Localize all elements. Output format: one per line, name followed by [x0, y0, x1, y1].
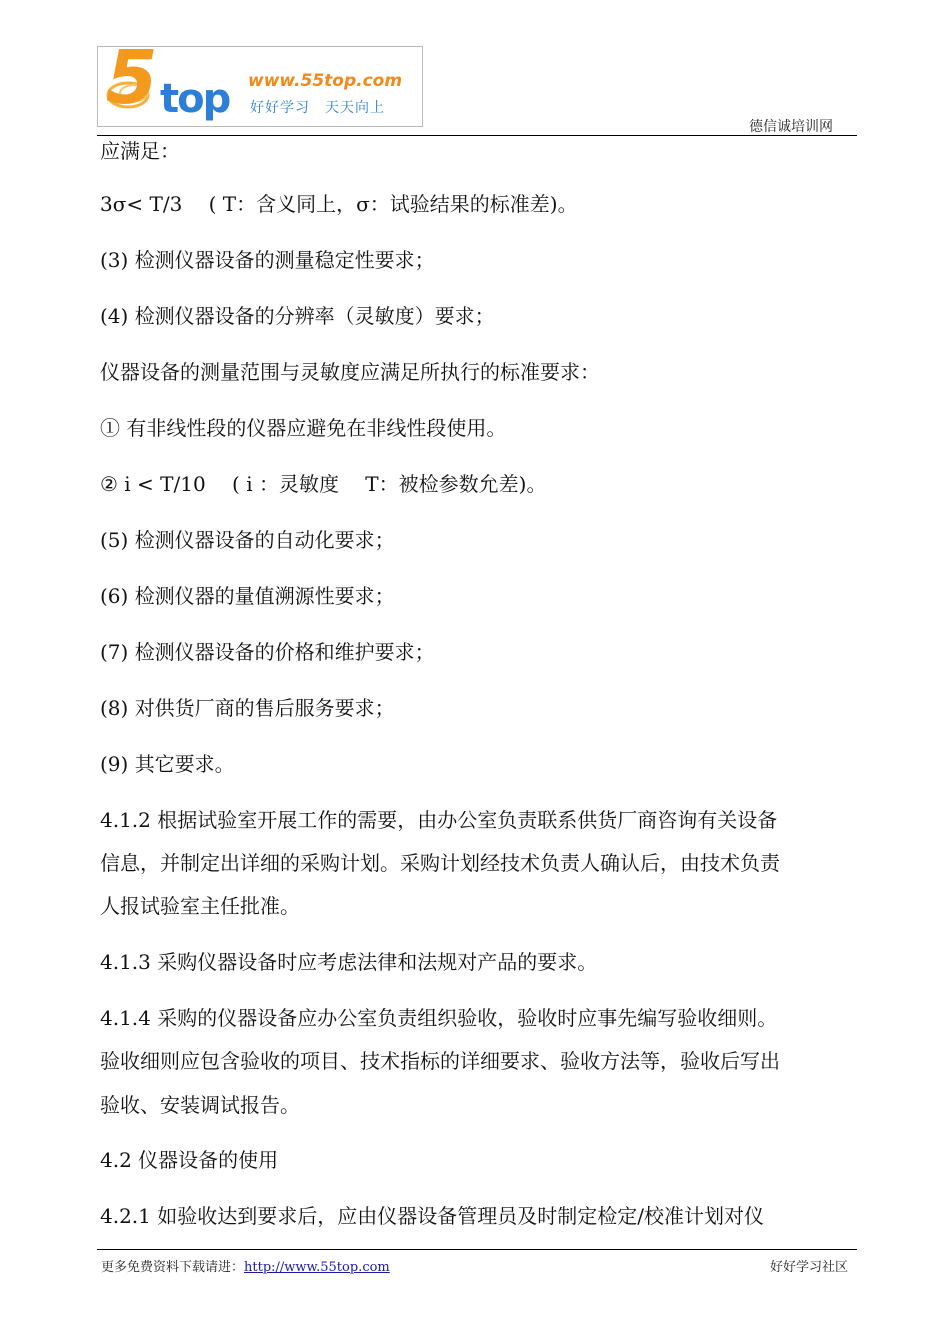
site-name: 德信诚培训网	[749, 119, 833, 135]
text-line: 人报试验室主任批准。	[100, 894, 300, 918]
text-line: 4.2 仪器设备的使用	[100, 1148, 279, 1172]
text-line: (7) 检测仪器设备的价格和维护要求；	[100, 640, 435, 664]
text-line: (4) 检测仪器设备的分辨率（灵敏度）要求；	[100, 304, 495, 328]
text-line: (3) 检测仪器设备的测量稳定性要求；	[100, 248, 435, 272]
text-line: 4.1.2 根据试验室开展工作的需要，由办公室负责联系供货厂商咨询有关设备	[100, 808, 778, 832]
site-logo[interactable]	[97, 46, 423, 127]
text-line: 4.1.4 采购的仪器设备应办公室负责组织验收，验收时应事先编写验收细则。	[100, 1006, 778, 1030]
text-line: 4.1.3 采购仪器设备时应考虑法律和法规对产品的要求。	[100, 950, 598, 974]
text-line: 验收、安装调试报告。	[100, 1093, 300, 1117]
text-line: 4.2.1 如验收达到要求后，应由仪器设备管理员及时制定检定/校准计划对仪	[100, 1204, 764, 1228]
text-line: 应满足：	[100, 139, 180, 163]
text-line: 验收细则应包含验收的项目、技术指标的详细要求、验收方法等，验收后写出	[100, 1049, 780, 1073]
header-divider	[97, 135, 857, 136]
logo-slogan: 好好学习 天天向上	[250, 100, 385, 116]
text-line: (8) 对供货厂商的售后服务要求；	[100, 696, 395, 720]
logo-url: www.55top.com	[248, 71, 403, 91]
text-line: (9) 其它要求。	[100, 752, 235, 776]
text-line: (6) 检测仪器的量值溯源性要求；	[100, 584, 395, 608]
footer-label: 更多免费资料下载请进：	[101, 1260, 245, 1275]
text-line: 3σ< T/3 ( T：含义同上，σ：试验结果的标准差)。	[100, 192, 578, 216]
text-line: 信息，并制定出详细的采购计划。采购计划经技术负责人确认后，由技术负责	[100, 851, 780, 875]
footer-link[interactable]: http://www.55top.com	[244, 1260, 390, 1275]
text-line: ② i < T/10 ( i ：灵敏度 T：被检参数允差)。	[100, 472, 547, 496]
footer-download-text	[101, 1256, 390, 1275]
footer-community: 好好学习社区	[770, 1260, 849, 1275]
logo-five: 5	[106, 46, 158, 121]
footer-divider	[97, 1249, 857, 1250]
text-line: 仪器设备的测量范围与灵敏度应满足所执行的标准要求：	[100, 360, 600, 384]
logo-top: top	[160, 76, 230, 122]
text-line: (5) 检测仪器设备的自动化要求；	[100, 528, 395, 552]
text-line: ① 有非线性段的仪器应避免在非线性段使用。	[100, 416, 507, 440]
